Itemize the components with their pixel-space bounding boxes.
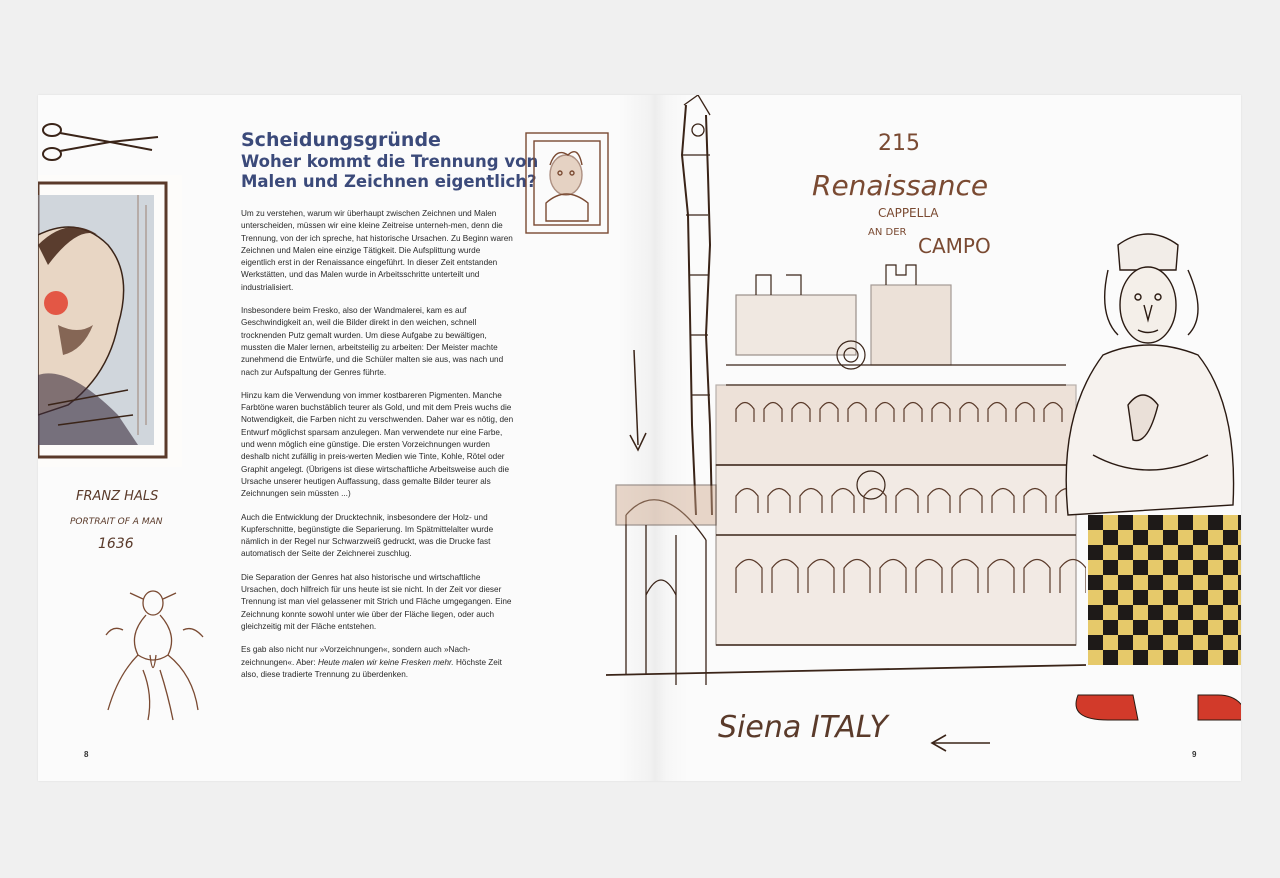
check-square bbox=[1088, 545, 1103, 560]
check-square bbox=[1148, 545, 1163, 560]
article-subheading-line-1: Woher kommt die Trennung von bbox=[241, 152, 539, 171]
caption-line-2: PORTRAIT OF A MAN bbox=[70, 517, 163, 527]
check-square bbox=[1088, 515, 1103, 530]
check-square bbox=[1118, 575, 1133, 590]
check-square bbox=[1088, 605, 1103, 620]
check-square bbox=[1223, 590, 1238, 605]
sketch-sub-2: AN DER bbox=[868, 227, 907, 238]
check-square bbox=[1208, 545, 1223, 560]
check-square bbox=[1223, 560, 1238, 575]
scissors-icon bbox=[40, 117, 160, 167]
check-square bbox=[1223, 530, 1238, 545]
check-square bbox=[1148, 515, 1163, 530]
arrow-down-icon bbox=[630, 350, 646, 450]
check-square bbox=[1238, 545, 1241, 560]
check-square bbox=[1118, 515, 1133, 530]
check-square bbox=[1133, 590, 1148, 605]
check-square bbox=[1238, 515, 1241, 530]
paragraph-6-start: Es gab also nicht nur »Vorzeichnungen«, sondern auch »Nach-zeichnungen«. Aber: bbox=[241, 645, 471, 667]
check-square bbox=[1163, 560, 1178, 575]
check-square bbox=[1223, 650, 1238, 665]
check-square bbox=[1178, 515, 1193, 530]
caption-line-1: FRANZ HALS bbox=[76, 489, 159, 504]
sketch-sub-3: CAMPO bbox=[918, 234, 991, 258]
check-square bbox=[1088, 635, 1103, 650]
check-square bbox=[1193, 650, 1208, 665]
check-square bbox=[1193, 560, 1208, 575]
check-square bbox=[1238, 575, 1241, 590]
check-square bbox=[1148, 635, 1163, 650]
paragraph-6-italic: Heute malen wir keine Fresken mehr. bbox=[317, 657, 454, 667]
article-subheading-line-2: Malen und Zeichnen eigentlich? bbox=[241, 172, 537, 191]
check-square bbox=[1148, 605, 1163, 620]
franz-hals-caption bbox=[68, 480, 198, 560]
check-square bbox=[1193, 590, 1208, 605]
check-square bbox=[1193, 530, 1208, 545]
check-square bbox=[1178, 545, 1193, 560]
check-square bbox=[1178, 575, 1193, 590]
check-square bbox=[1238, 605, 1241, 620]
check-square bbox=[1163, 530, 1178, 545]
paragraph-1: Um zu verstehen, warum wir überhaupt zwischen Zeichnen und Malen unterscheiden, müssen wir eine kleine Zeitreise unterneh-men, denn die Trennung, von der ich spreche, hat historische Ursachen. Zu Beginn waren Zeichnen und Malen eine einzige Tätigkeit. Die Aufsplittung wurde eigentlich erst in der Renaissance eingeführt. In dieser Zeit entstanden Werkstätten, und das Malen wurde in Arbeitsschritte unterteilt und industrialisiert. bbox=[241, 209, 513, 292]
page-number-right: 9 bbox=[1192, 750, 1197, 759]
check-square bbox=[1118, 545, 1133, 560]
check-square bbox=[1238, 635, 1241, 650]
check-square bbox=[1103, 650, 1118, 665]
paragraph-5: Die Separation der Genres hat also historische und wirtschaftliche Ursachen, doch hilfreich für uns heute ist sie nicht. In der Zeit vor dieser Trennung ist man viel gelassener mit Strich und Fläche umgegangen. Eine Zeichnung konnte sowohl unter wie über der Fläche liegen, oder auch gleichzeitig mit der Fläche entstehen. bbox=[241, 572, 512, 631]
paragraph-2: Insbesondere beim Fresko, also der Wandmalerei, kam es auf Geschwindigkeit an, weil die Bilder direkt in den weichen, schnell trocknenden Putz gemalt wurden. Um diese Aufgabe zu bewältigen, mussten die Maler lernen, arbeitsteilig zu arbeiten: Der Meister machte zunehmend die Entwürfe, und die Schüler malten sie aus, was nach und nach zur Aufspaltung der Genres führte. bbox=[241, 306, 504, 377]
book-spread bbox=[38, 95, 1241, 781]
check-square bbox=[1088, 575, 1103, 590]
check-square bbox=[1193, 620, 1208, 635]
renaissance-caption bbox=[808, 125, 1008, 265]
arrow-left-icon bbox=[932, 735, 990, 751]
article-title bbox=[241, 129, 541, 192]
check-square bbox=[1133, 620, 1148, 635]
check-square bbox=[1118, 605, 1133, 620]
caption-line-3: 1636 bbox=[98, 536, 134, 552]
page-number-left: 8 bbox=[84, 750, 89, 759]
creature-sketch bbox=[98, 585, 218, 725]
check-square bbox=[1133, 560, 1148, 575]
check-square bbox=[1223, 620, 1238, 635]
check-square bbox=[1148, 575, 1163, 590]
check-square bbox=[1208, 515, 1223, 530]
red-shoes bbox=[1076, 695, 1241, 720]
check-square bbox=[1103, 590, 1118, 605]
check-square bbox=[1133, 530, 1148, 545]
article-heading: Scheidungsgründe bbox=[241, 129, 441, 151]
check-square bbox=[1163, 590, 1178, 605]
sketch-title: Renaissance bbox=[812, 169, 989, 202]
paragraph-6-end: Höchste Zeit also, diese tradierte Trennung zu überdenken. bbox=[241, 657, 502, 679]
sketch-number: 215 bbox=[878, 131, 920, 156]
check-square bbox=[1103, 620, 1118, 635]
check-square bbox=[1118, 635, 1133, 650]
article-body bbox=[241, 208, 517, 692]
paragraph-4: Auch die Entwicklung der Drucktechnik, insbesondere der Holz- und Kupferschnitte, begünstigte die Separierung. Im Spätmittelalter wurde nämlich in der Regel nur Schwarzweiß gedruckt, was die Drucke fast automatisch der Seite der Zeichnerei zuschlug. bbox=[241, 512, 494, 559]
check-square bbox=[1178, 605, 1193, 620]
check-square bbox=[1103, 530, 1118, 545]
paragraph-6 bbox=[241, 644, 517, 681]
check-square bbox=[1208, 575, 1223, 590]
check-square bbox=[1178, 635, 1193, 650]
renaissance-figure-sketch bbox=[1048, 225, 1241, 735]
check-square bbox=[1163, 620, 1178, 635]
check-square bbox=[1208, 635, 1223, 650]
check-square bbox=[1163, 650, 1178, 665]
check-square bbox=[1133, 650, 1148, 665]
sketch-sub-1: CAPPELLA bbox=[878, 206, 939, 220]
location-caption bbox=[718, 695, 998, 755]
franz-hals-painting-sketch bbox=[38, 175, 186, 471]
check-square bbox=[1103, 560, 1118, 575]
paragraph-3: Hinzu kam die Verwendung von immer kostbareren Pigmenten. Manche Farbtöne waren buchstäblich teurer als Gold, und mit dem Preis wuchs die Notwendigkeit, die Farben nicht zu verschwenden. Daher war es nötig, den Entwurf möglichst sparsam anzulegen. Man verwendete nur eine Farbe, und wenn möglich eine günstige. Die ersten Vorzeichnungen wurden deshalb nicht zufällig in preis-werten Medien wie Tinte, Kohle, Rötel oder Graphit angelegt. (Übrigens ist diese wirtschaftliche Arbeitsweise auch die Ursache unserer heutigen Auffassung, dass gemalte Bilder teurer als Zeichnungen sein müssten ...) bbox=[241, 390, 514, 499]
sketch-location: Siena ITALY bbox=[718, 710, 888, 745]
check-square bbox=[1208, 605, 1223, 620]
checkered-trousers bbox=[1088, 515, 1241, 695]
